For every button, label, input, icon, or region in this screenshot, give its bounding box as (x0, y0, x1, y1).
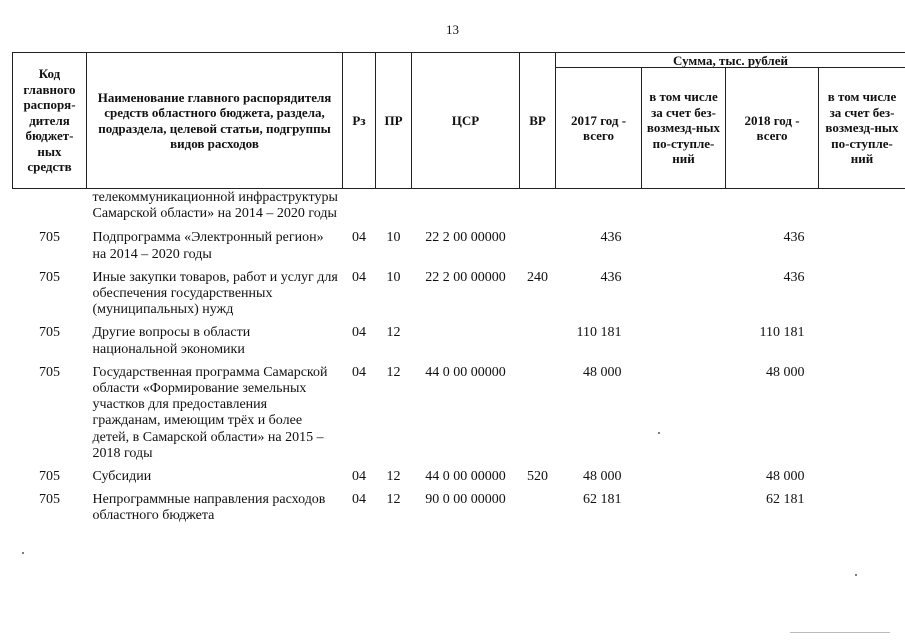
scan-speck (22, 552, 24, 554)
row-name: Подпрограмма «Электронный регион» на 2014 – 2020 годы (92, 230, 324, 262)
header-sum: Сумма, тыс. рублей (556, 53, 905, 68)
row-csr: 90 0 00 00000 (425, 492, 506, 508)
row-2017-bez (642, 268, 726, 324)
header-csr: ЦСР (412, 53, 520, 189)
table-row (13, 490, 905, 529)
row-2018: 436 (783, 269, 805, 285)
table-row (13, 467, 905, 490)
row-pr: 12 (386, 325, 401, 341)
row-2017-bez (642, 467, 726, 490)
scan-line (790, 632, 890, 633)
table-body (13, 189, 905, 530)
header-rz: Рз (343, 53, 376, 189)
table-row (13, 189, 905, 229)
header-2018-total: 2018 год - всего (726, 68, 819, 189)
row-vr (520, 228, 556, 267)
row-rz: 04 (352, 230, 366, 246)
row-2018: 62 181 (766, 492, 805, 508)
row-vr: 520 (527, 469, 548, 485)
row-2018-bez (819, 363, 905, 467)
row-2017-bez (642, 189, 726, 229)
row-name: Другие вопросы в области национальной экономики (92, 325, 251, 357)
row-code: 705 (39, 269, 60, 285)
table-header (13, 53, 905, 189)
row-code: 705 (39, 325, 60, 341)
table-row (13, 268, 905, 324)
budget-table (12, 52, 905, 530)
row-2018: 436 (783, 230, 805, 246)
row-code: 705 (39, 230, 60, 246)
header-2018-bez: в том числе за счет без-возмезд-ных по-ступле-ний (819, 68, 905, 189)
row-pr: 10 (386, 230, 401, 246)
row-pr: 12 (386, 492, 401, 508)
row-rz: 04 (352, 492, 366, 508)
row-2017: 62 181 (583, 492, 622, 508)
row-vr: 240 (527, 269, 548, 285)
row-rz: 04 (352, 364, 366, 380)
row-csr (412, 189, 520, 229)
row-2017: 48 000 (583, 364, 622, 380)
row-vr (520, 323, 556, 362)
row-pr: 10 (386, 269, 401, 285)
row-2018-bez (819, 189, 905, 229)
row-2018-bez (819, 323, 905, 362)
row-2017: 110 181 (576, 325, 622, 341)
row-name: Иные закупки товаров, работ и услуг для обеспечения государственных (муниципальных) нужд (92, 269, 338, 318)
header-pr: ПР (376, 53, 412, 189)
page-number: 13 (446, 22, 459, 37)
scan-speck (658, 432, 660, 434)
row-pr: 12 (386, 469, 401, 485)
row-rz: 04 (352, 269, 366, 285)
header-vr: ВР (520, 53, 556, 189)
header-2017-total: 2017 год - всего (556, 68, 642, 189)
row-name: Непрограммные направления расходов областного бюджета (92, 492, 326, 524)
row-rz: 04 (352, 325, 366, 341)
row-2018-bez (819, 228, 905, 267)
row-2017: 436 (600, 230, 622, 246)
row-vr (520, 490, 556, 529)
row-pr: 12 (386, 364, 401, 380)
row-csr: 44 0 00 00000 (425, 364, 506, 380)
row-2017-bez (642, 363, 726, 467)
row-code: 705 (39, 469, 60, 485)
row-2018-bez (819, 467, 905, 490)
row-2018: 110 181 (759, 325, 805, 341)
table-row (13, 228, 905, 267)
row-2017: 436 (600, 269, 622, 285)
row-2018: 48 000 (766, 364, 805, 380)
row-code: 705 (39, 492, 60, 508)
row-csr (412, 323, 520, 362)
row-2017-bez (642, 228, 726, 267)
row-csr: 44 0 00 00000 (425, 469, 506, 485)
row-2017-bez (642, 490, 726, 529)
row-rz: 04 (352, 469, 366, 485)
row-2018-bez (819, 268, 905, 324)
header-code: Код главного распоря-дителя бюджет-ных средств (13, 53, 87, 189)
row-2017: 48 000 (583, 469, 622, 485)
row-rz (343, 189, 376, 229)
row-vr (520, 189, 556, 229)
table-row (13, 363, 905, 467)
row-csr: 22 2 00 00000 (425, 230, 506, 246)
row-code (13, 189, 87, 229)
row-2018: 48 000 (766, 469, 805, 485)
table-row (13, 323, 905, 362)
row-2018 (726, 189, 819, 229)
row-csr: 22 2 00 00000 (425, 269, 506, 285)
header-2017-bez: в том числе за счет без-возмезд-ных по-ступле-ний (642, 68, 726, 189)
row-name: Государственная программа Самарской области «Формирование земельных участков для предоставления гражданам, имеющим трёх и более детей, в Самарской области» на 2015 – 2018 годы (92, 364, 328, 461)
row-2018-bez (819, 490, 905, 529)
row-code: 705 (39, 364, 60, 380)
scan-speck (855, 574, 857, 576)
row-pr (376, 189, 412, 229)
row-2017-bez (642, 323, 726, 362)
row-name: Субсидии (92, 469, 152, 485)
row-vr (520, 363, 556, 467)
header-name: Наименование главного распорядителя средств областного бюджета, раздела, подраздела, целевой статьи, подгруппы видов расходов (87, 53, 343, 189)
row-name: телекоммуникационной инфраструктуры Самарской области» на 2014 – 2020 годы (92, 190, 338, 222)
row-2017 (556, 189, 642, 229)
